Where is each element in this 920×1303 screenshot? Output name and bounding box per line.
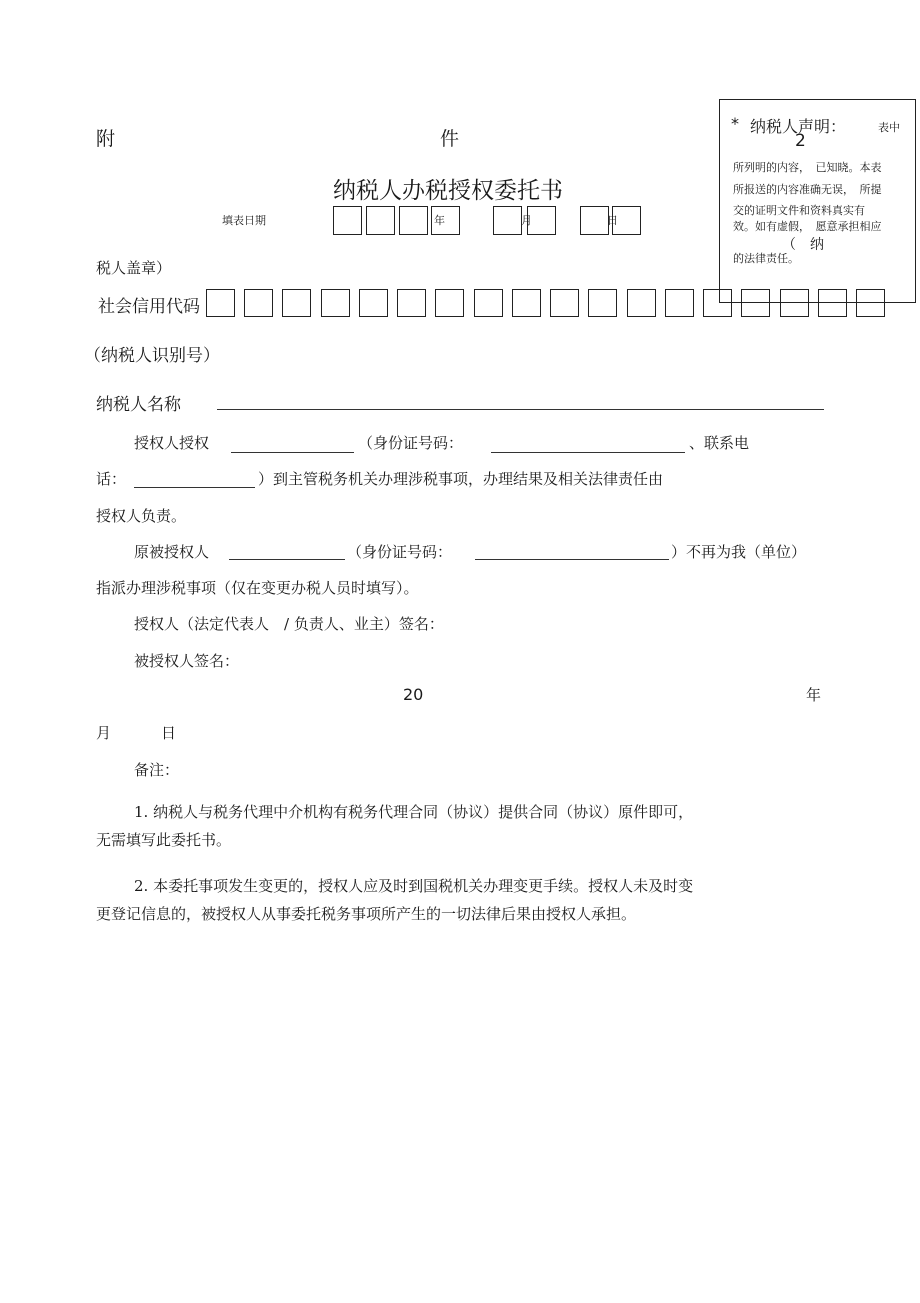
date-month-digit-box[interactable]: [493, 206, 522, 235]
declaration-heading: 纳税人声明：: [750, 117, 847, 136]
contact-label: 、联系电: [689, 434, 750, 452]
paragraph2-tail: ）不再为我（单位）: [671, 543, 807, 561]
remark-note-1-line2: 无需填写此委托书。: [96, 831, 232, 849]
credit-code-digit-box[interactable]: [665, 289, 694, 317]
signature-date-year: 年: [806, 686, 822, 704]
credit-code-digit-box[interactable]: [282, 289, 311, 317]
grantee-phone-field[interactable]: [134, 487, 255, 488]
declaration-line: 交的证明文件和资料真实有: [733, 204, 865, 217]
id-number-label: （身份证号码：: [358, 434, 464, 452]
credit-code-digit-box[interactable]: [780, 289, 809, 317]
page-title: 纳税人办税授权委托书: [333, 178, 563, 204]
attachment-label-right: 件: [440, 128, 460, 150]
credit-code-digit-box[interactable]: [627, 289, 656, 317]
date-day-digit-box[interactable]: [580, 206, 609, 235]
declaration-last-line: 的法律责任。: [733, 252, 799, 265]
taxpayer-name-label: 纳税人名称: [96, 395, 181, 415]
credit-code-digit-box[interactable]: [818, 289, 847, 317]
fill-date-label: 填表日期: [222, 214, 266, 227]
declaration-line: 效。如有虚假， 愿意承担相应: [733, 220, 882, 233]
credit-code-digit-box[interactable]: [703, 289, 732, 317]
credit-code-digit-box[interactable]: [244, 289, 273, 317]
paragraph1-end: 授权人负责。: [96, 507, 187, 525]
agent-signature-label: 被授权人签名：: [134, 652, 240, 670]
credit-code-digit-box[interactable]: [588, 289, 617, 317]
grantor-authorize-text: 授权人授权: [134, 434, 210, 452]
former-grantee-id-field[interactable]: [475, 559, 669, 560]
credit-code-digit-box[interactable]: [474, 289, 503, 317]
taxpayer-name-field[interactable]: [217, 409, 824, 410]
paragraph2-line2: 指派办理涉税事项（仅在变更办税人员时填写）。: [96, 579, 419, 597]
declaration-paren-na: （ 纳: [782, 237, 824, 253]
declaration-line: 所列明的内容， 已知晓。本表: [733, 161, 882, 174]
signature-date-month: 月: [96, 724, 112, 742]
remarks-label: 备注：: [134, 761, 180, 779]
fill-date-month-unit: 月: [521, 214, 532, 227]
remark-note-2-line2: 更登记信息的，被授权人从事委托税务事项所产生的一切法律后果由授权人承担。: [96, 905, 637, 923]
remark-note-2-line1: 2. 本委托事项发生变更的，授权人应及时到国税机关办理变更手续。授权人未及时变: [134, 877, 694, 895]
declaration-table-note: 表中: [878, 121, 900, 134]
fill-date-day-unit: 日: [607, 214, 618, 227]
attachment-label-left: 附: [96, 128, 116, 150]
declaration-line: 所报送的内容准确无误， 所提: [733, 183, 882, 196]
credit-code-digit-box[interactable]: [397, 289, 426, 317]
taxpayer-id-label: （纳税人识别号）: [84, 346, 220, 366]
date-year-digit-box[interactable]: [399, 206, 428, 235]
credit-code-digit-box[interactable]: [435, 289, 464, 317]
credit-code-digit-box[interactable]: [206, 289, 235, 317]
declaration-number: 2: [795, 131, 806, 151]
credit-code-digit-box[interactable]: [856, 289, 885, 317]
credit-code-digit-box[interactable]: [550, 289, 579, 317]
declaration-star: *: [731, 114, 739, 133]
fill-date-year-unit: 年: [434, 214, 445, 227]
paragraph1-middle: ）到主管税务机关办理涉税事项，办理结果及相关法律责任由: [258, 470, 664, 488]
credit-code-digit-box[interactable]: [359, 289, 388, 317]
credit-code-digit-box[interactable]: [321, 289, 350, 317]
phone-label: 话：: [96, 470, 127, 488]
date-year-digit-box[interactable]: [366, 206, 395, 235]
signature-date-century: 20: [403, 685, 424, 704]
grantee-id-field[interactable]: [491, 452, 685, 453]
former-grantee-text: 原被授权人: [134, 543, 210, 561]
remark-note-1-line1: 1. 纳税人与税务代理中介机构有税务代理合同（协议）提供合同（协议）原件即可，: [134, 803, 694, 821]
grantee-name-field[interactable]: [231, 452, 354, 453]
credit-code-digit-box[interactable]: [741, 289, 770, 317]
signature-date-day: 日: [161, 724, 177, 742]
stamp-text: 税人盖章）: [96, 259, 172, 277]
former-grantee-name-field[interactable]: [229, 559, 345, 560]
credit-code-label: 社会信用代码: [98, 297, 200, 317]
principal-signature-label: 授权人（法定代表人 / 负责人、业主）签名：: [134, 615, 444, 633]
credit-code-digit-box[interactable]: [512, 289, 541, 317]
former-id-label: （身份证号码：: [347, 543, 453, 561]
date-year-digit-box[interactable]: [333, 206, 362, 235]
